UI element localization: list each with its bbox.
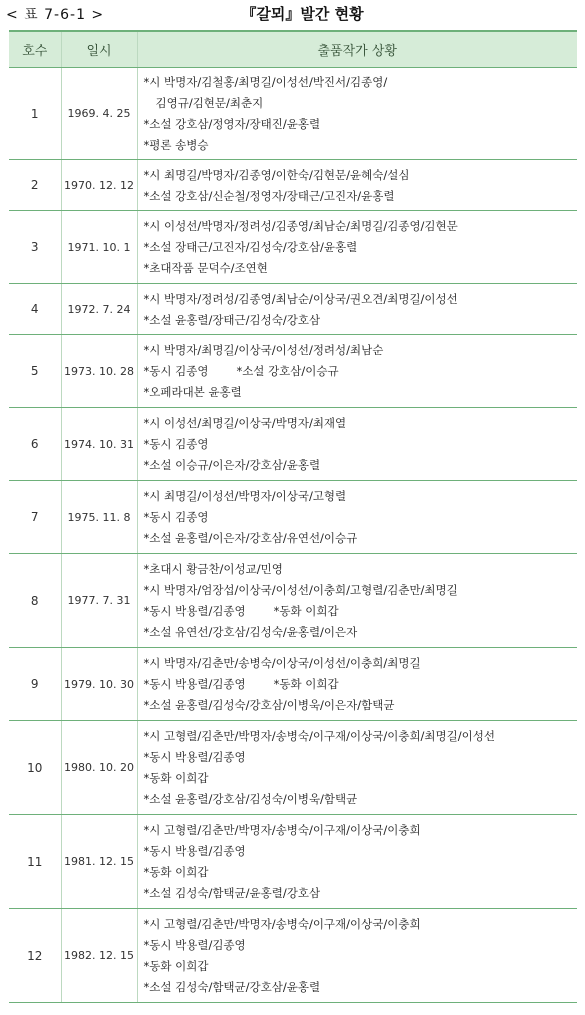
table-caption: < 표 7-6-1 >	[6, 7, 105, 23]
header-row	[9, 31, 577, 68]
contributor-line	[144, 883, 578, 904]
issue-number: 12	[9, 909, 61, 1003]
contributor-line	[144, 528, 578, 549]
contributors-cell	[137, 815, 577, 909]
contributor-text: *평론 송병승	[143, 138, 209, 152]
table-row	[9, 211, 577, 284]
issue-date: 1969. 4. 25	[61, 68, 137, 160]
issue-date: 1982. 12. 15	[61, 909, 137, 1003]
contributor-text: *동시 박용렬/김종영	[143, 604, 246, 618]
contributor-text: *소설 강호삼/정영자/장태진/윤홍렬	[143, 117, 321, 131]
issue-number: 1	[9, 68, 61, 160]
contributor-line	[144, 486, 578, 507]
issue-date: 1979. 10. 30	[61, 648, 137, 721]
page-title: 『갈뫼』발간 현황	[241, 5, 364, 23]
contributor-text: *동시 김종영	[143, 510, 209, 524]
contributor-line	[144, 789, 578, 810]
table-row	[9, 648, 577, 721]
issue-date: 1971. 10. 1	[61, 211, 137, 284]
contributors-cell	[137, 160, 577, 211]
publication-table	[9, 30, 577, 1003]
contributor-line	[144, 862, 578, 883]
contributor-line	[144, 726, 578, 747]
contributor-text: *시 최명길/박명자/김종영/이한숙/김현문/윤혜숙/설심	[143, 167, 410, 182]
contributor-text: *시 최명길/이성선/박명자/이상국/고형렬	[143, 489, 347, 503]
contributor-line	[144, 114, 578, 135]
contributor-text: *동화 이희갑	[143, 771, 209, 785]
contributor-line	[144, 434, 578, 455]
table-row	[9, 721, 577, 815]
contributor-line	[144, 914, 578, 935]
contributor-line	[144, 310, 578, 331]
contributor-line	[144, 768, 578, 789]
contributor-text: *동화 이희갑	[273, 604, 339, 618]
issue-number: 7	[9, 481, 61, 554]
contributor-text: *시 고형렬/김춘만/박명자/송병숙/이구재/이상국/이충희	[143, 823, 421, 837]
contributor-text: *소설 장태근/고진자/김성숙/강호삼/윤홍렬	[143, 240, 358, 254]
table-row	[9, 335, 577, 408]
contributor-text: *소설 강호삼/신순철/정영자/장태근/고진자/윤홍렬	[143, 188, 395, 203]
contributor-line	[144, 289, 578, 310]
contributors-cell	[137, 68, 577, 160]
contributor-line	[144, 186, 578, 207]
table-body	[9, 68, 577, 1003]
issue-date: 1972. 7. 24	[61, 284, 137, 335]
issue-number: 4	[9, 284, 61, 335]
contributor-text: *소설 유연선/강호삼/김성숙/윤홍렬/이은자	[143, 625, 358, 639]
contributor-line	[144, 695, 578, 716]
table-row	[9, 284, 577, 335]
table-row	[9, 481, 577, 554]
contributor-line	[144, 977, 578, 998]
contributor-text: *동시 김종영	[143, 437, 209, 451]
contributor-text: *소설 윤홍렬/강호삼/김성숙/이병욱/함택균	[143, 792, 358, 806]
contributors-cell	[137, 909, 577, 1003]
contributor-text: *오페라대본 윤홍렬	[143, 385, 242, 399]
header-date: 일시	[61, 31, 137, 68]
contributor-text: *소설 윤홍렬/이은자/강호삼/유연선/이승규	[143, 531, 358, 545]
issue-date: 1980. 10. 20	[61, 721, 137, 815]
contributor-line	[144, 580, 578, 601]
contributor-line	[144, 820, 578, 841]
contributors-cell	[137, 408, 577, 481]
issue-date: 1981. 12. 15	[61, 815, 137, 909]
contributors-cell	[137, 335, 577, 408]
header-no: 호수	[9, 31, 61, 68]
issue-number: 5	[9, 335, 61, 408]
contributor-line	[144, 601, 578, 622]
contributor-text: *동시 박용렬/김종영	[143, 750, 246, 764]
contributor-line	[144, 382, 578, 403]
header-content: 출품작가 상황	[137, 31, 577, 68]
contributor-text: *초대시 황금찬/이성교/민영	[143, 562, 283, 576]
issue-number: 3	[9, 211, 61, 284]
table-row	[9, 160, 577, 211]
contributor-line	[144, 956, 578, 977]
contributor-text: *시 고형렬/김춘만/박명자/송병숙/이구재/이상국/이충희/최명길/이성선	[143, 729, 495, 743]
table-row	[9, 815, 577, 909]
contributor-text: 김영규/김현문/최춘지	[155, 96, 264, 110]
table-row	[9, 68, 577, 160]
contributors-cell	[137, 721, 577, 815]
issue-date: 1970. 12. 12	[61, 160, 137, 211]
contributor-line	[144, 622, 578, 643]
contributors-cell	[137, 481, 577, 554]
contributor-line	[144, 413, 578, 434]
contributor-text: *시 박명자/최명길/이상국/이성선/정려성/최남순	[143, 343, 384, 357]
contributor-line	[144, 507, 578, 528]
contributor-text: *동시 박용렬/김종영	[143, 844, 246, 858]
table-row	[9, 554, 577, 648]
contributor-line	[144, 135, 578, 156]
contributor-line	[144, 653, 578, 674]
table-row	[9, 909, 577, 1003]
contributor-text: *시 박명자/정려성/김종영/최남순/이상국/권오견/최명길/이성선	[143, 291, 458, 306]
contributor-line	[144, 747, 578, 768]
contributor-line	[144, 935, 578, 956]
contributor-text: *동시 김종영	[143, 364, 209, 378]
contributor-text: *소설 윤홍렬/장태근/김성숙/강호삼	[143, 312, 321, 327]
issue-date: 1975. 11. 8	[61, 481, 137, 554]
contributor-text: *소설 윤홍렬/김성숙/강호삼/이병욱/이은자/함택균	[143, 698, 395, 712]
contributor-line	[144, 340, 578, 361]
contributor-line	[144, 216, 578, 237]
contributor-text: *시 박명자/엄장섭/이상국/이성선/이충희/고형렬/김춘만/최명길	[143, 583, 458, 597]
contributor-text: *소설 강호삼/이승규	[236, 364, 339, 378]
contributor-line	[144, 237, 578, 258]
contributor-text: *초대작품 문덕수/조연현	[143, 261, 268, 275]
issue-date: 1977. 7. 31	[61, 554, 137, 648]
issue-date: 1973. 10. 28	[61, 335, 137, 408]
contributor-line	[144, 93, 578, 114]
contributor-text: *시 이성선/박명자/정려성/김종영/최남순/최명길/김종영/김현문	[143, 219, 458, 233]
contributor-line	[144, 165, 578, 186]
contributor-text: *동화 이희갑	[273, 677, 339, 691]
contributor-line	[144, 455, 578, 476]
contributor-line	[144, 258, 578, 279]
contributor-text: *시 박명자/김춘만/송병숙/이상국/이성선/이충희/최명길	[143, 656, 421, 670]
contributor-line	[144, 674, 578, 695]
issue-number: 6	[9, 408, 61, 481]
issue-date: 1974. 10. 31	[61, 408, 137, 481]
issue-number: 2	[9, 160, 61, 211]
contributors-cell	[137, 554, 577, 648]
contributor-text: *동시 박용렬/김종영	[143, 677, 246, 691]
table-row	[9, 408, 577, 481]
contributors-cell	[137, 284, 577, 335]
issue-number: 9	[9, 648, 61, 721]
contributor-text: *소설 김성숙/함택균/윤홍렬/강호삼	[143, 886, 321, 900]
contributor-text: *소설 김성숙/함택균/강호삼/윤홍렬	[143, 980, 321, 994]
contributor-line	[144, 72, 578, 93]
contributors-cell	[137, 648, 577, 721]
contributor-text: *시 이성선/최명길/이상국/박명자/최재열	[143, 416, 347, 430]
contributor-text: *시 박명자/김철홍/최명길/이성선/박진서/김종영/	[143, 75, 388, 89]
issue-number: 8	[9, 554, 61, 648]
contributor-text: *동화 이희갑	[143, 865, 209, 879]
contributor-line	[144, 559, 578, 580]
contributor-line	[144, 841, 578, 862]
contributor-text: *소설 이승규/이은자/강호삼/윤홍렬	[143, 458, 321, 472]
issue-number: 10	[9, 721, 61, 815]
contributor-text: *동시 박용렬/김종영	[143, 938, 246, 952]
contributor-text: *동화 이희갑	[143, 959, 209, 973]
contributors-cell	[137, 211, 577, 284]
contributor-text: *시 고형렬/김춘만/박명자/송병숙/이구재/이상국/이충희	[143, 917, 421, 931]
contributor-line	[144, 361, 578, 382]
issue-number: 11	[9, 815, 61, 909]
